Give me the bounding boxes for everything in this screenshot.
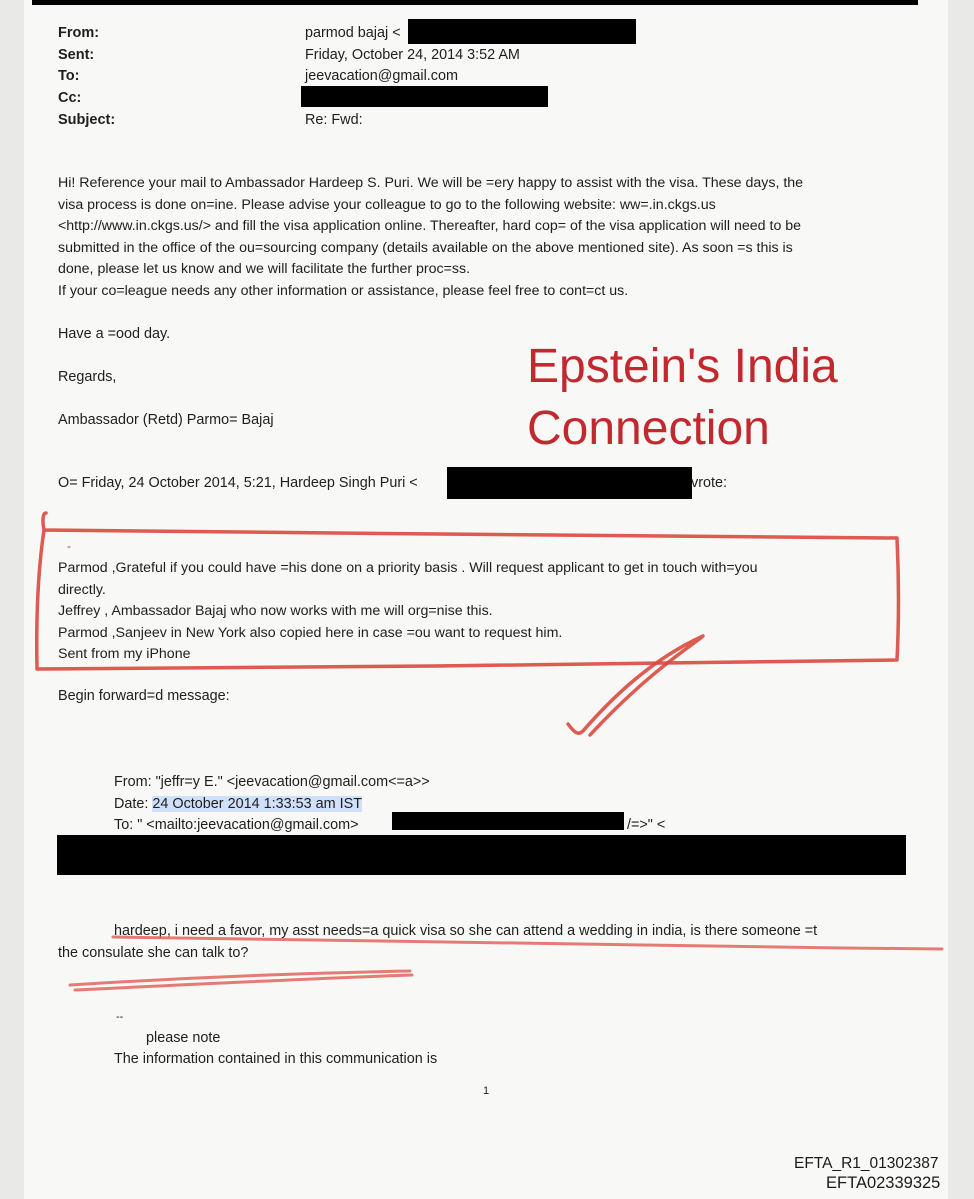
quote-header-wrote: vrote: bbox=[691, 475, 727, 491]
quote-header: O= Friday, 24 October 2014, 5:21, Hardeep Singh Puri < bbox=[58, 475, 418, 491]
forwarded-message-line2: the consulate she can talk to? bbox=[58, 945, 249, 961]
reply-line: submitted in the office of the ou=sourcing company (details available on the above mentioned site). As soon =s this is bbox=[58, 239, 793, 256]
sent-value: Friday, October 24, 2014 3:52 AM bbox=[305, 47, 520, 63]
dash-mark: - bbox=[67, 539, 71, 553]
forwarded-from: From: "jeffr=y E." <jeevacation@gmail.com<=a>> bbox=[114, 774, 430, 790]
greeting: Have a =ood day. bbox=[58, 326, 171, 342]
overlay-title-line1: Epstein's India bbox=[527, 340, 838, 393]
signature-dashes: -- bbox=[116, 1011, 124, 1023]
underline-annotation-2 bbox=[70, 971, 412, 990]
reply-line: Hi! Reference your mail to Ambassador Hardeep S. Puri. We will be =ery happy to assist with the visa. These days, the bbox=[58, 175, 804, 191]
reply-line: If your co=league needs any other information or assistance, please feel free to cont=ct us. bbox=[58, 282, 629, 299]
quoted-line: directly. bbox=[58, 581, 106, 598]
from-value: parmod bajaj < bbox=[305, 25, 401, 41]
to-value: jeevacation@gmail.com bbox=[305, 68, 458, 84]
forwarded-message-line1: hardeep, i need a favor, my asst needs=a quick visa so she can attend a wedding in india, is there someone =t bbox=[114, 923, 818, 939]
forward-label: Begin forward=d message: bbox=[58, 688, 230, 704]
page-number: 1 bbox=[483, 1085, 490, 1097]
to-label: To: bbox=[58, 68, 80, 84]
quoted-line: Parmod ,Grateful if you could have =his done on a priority basis . Will request applicant to get in touch with=you bbox=[58, 560, 758, 576]
signature: Ambassador (Retd) Parmo= Bajaj bbox=[58, 412, 274, 428]
subject-label: Subject: bbox=[58, 112, 116, 128]
footer-code-1: EFTA_R1_01302387 bbox=[794, 1155, 939, 1172]
forwarded-date-value: 24 October 2014 1:33:53 am IST bbox=[152, 796, 362, 812]
reply-line: <http://www.in.ckgs.us/> and fill the visa application online. Thereafter, hard cop= of the visa application will need to be bbox=[58, 218, 802, 235]
forwarded-date-prefix: Date: bbox=[114, 796, 153, 812]
underline-annotation-1 bbox=[113, 937, 942, 949]
sent-label: Sent: bbox=[58, 47, 95, 63]
reply-line: visa process is done on=ine. Please advise your colleague to go to the following website: ww=.in.ckgs.us bbox=[58, 196, 716, 213]
quoted-line: Parmod ,Sanjeev in New York also copied here in case =ou want to request him. bbox=[58, 624, 563, 641]
reply-line: done, please let us know and we will facilitate the further proc=ss. bbox=[58, 261, 471, 278]
cc-label: Cc: bbox=[58, 90, 82, 106]
info-line: The information contained in this communication is bbox=[114, 1051, 438, 1067]
forwarded-to-end: /=>" < bbox=[627, 817, 666, 833]
please-note: please note bbox=[146, 1030, 221, 1046]
subject-value: Re: Fwd: bbox=[305, 112, 363, 128]
from-label: From: bbox=[58, 25, 100, 41]
overlay-title-line2: Connection bbox=[527, 402, 770, 455]
checkmark-annotation bbox=[568, 636, 703, 735]
forwarded-to: To: " <mailto:jeevacation@gmail.com> bbox=[114, 817, 359, 833]
footer-code-2: EFTA02339325 bbox=[826, 1174, 941, 1192]
regards: Regards, bbox=[58, 369, 117, 385]
quoted-line: Jeffrey , Ambassador Bajaj who now works with me will org=nise this. bbox=[58, 603, 493, 620]
highlight-box-annotation bbox=[37, 513, 899, 669]
quoted-line: Sent from my iPhone bbox=[58, 646, 191, 663]
